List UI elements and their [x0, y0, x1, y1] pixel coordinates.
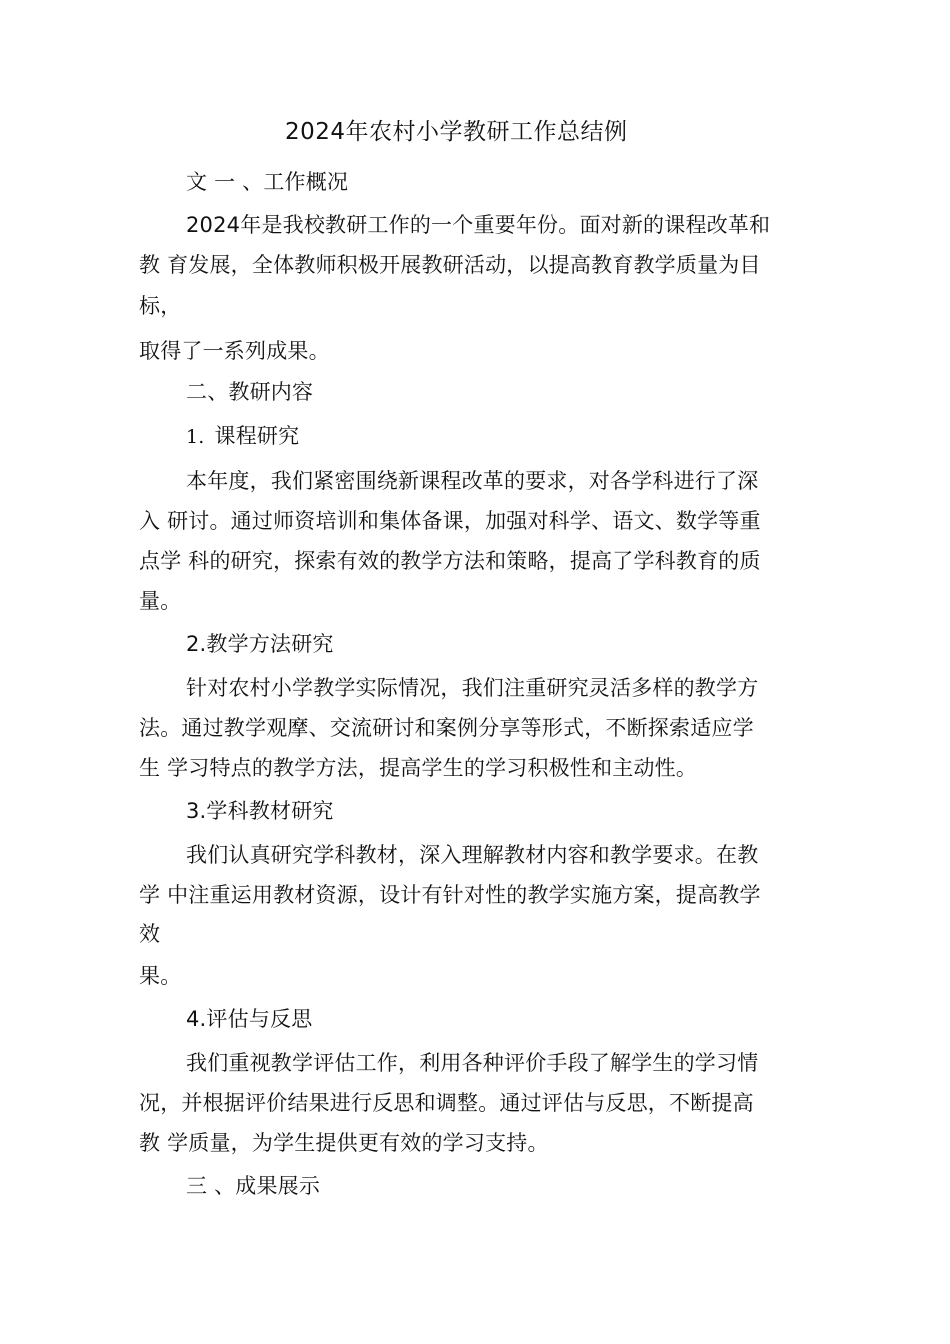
paragraph-line: 点学 科的研究，探索有效的教学方法和策略，提高了学科教育的质 — [139, 549, 761, 573]
subsection-number: 1. — [186, 426, 205, 448]
subsection-heading-methods: 2.教学方法研究 — [186, 632, 334, 656]
paragraph-line: 我们认真研究学科教材，深入理解教材内容和教学要求。在教 — [186, 843, 759, 867]
paragraph-line: 教 学质量，为学生提供更有效的学习支持。 — [139, 1131, 549, 1155]
paragraph-line: 果。 — [139, 964, 182, 988]
paragraph-line: 取得了一系列成果。 — [139, 339, 330, 363]
section-heading-overview: 文 一 、工作概况 — [186, 170, 349, 194]
subsection-heading-textbooks: 3.学科教材研究 — [186, 799, 334, 823]
paragraph-line: 入 研讨。通过师资培训和集体备课，加强对科学、语文、数学等重 — [139, 509, 761, 533]
paragraph-line: 标， — [139, 294, 182, 318]
paragraph-line: 效 — [139, 922, 161, 946]
paragraph-line: 2024年是我校教研工作的一个重要年份。面对新的课程改革和 — [186, 213, 771, 237]
subsection-heading-assessment: 4.评估与反思 — [186, 1007, 313, 1031]
paragraph-line: 教 育发展，全体教师积极开展教研活动，以提高教育教学质量为目 — [139, 253, 761, 277]
paragraph-line: 量。 — [139, 589, 182, 613]
subsection-heading-curriculum — [186, 422, 299, 451]
paragraph-line: 况，并根据评价结果进行反思和调整。通过评估与反思，不断提高 — [139, 1091, 754, 1115]
paragraph-line: 我们重视教学评估工作，利用各种评价手段了解学生的学习情 — [186, 1051, 759, 1075]
document-title: 2024年农村小学教研工作总结例 — [285, 119, 628, 145]
section-heading-content: 二、教研内容 — [186, 380, 314, 404]
paragraph-line: 本年度，我们紧密围绕新课程改革的要求，对各学科进行了深 — [186, 469, 759, 493]
subsection-title: 课程研究 — [214, 424, 300, 448]
paragraph-line: 针对农村小学教学实际情况，我们注重研究灵活多样的教学方 — [186, 676, 759, 700]
paragraph-line: 法。通过教学观摩、交流研讨和案例分享等形式，不断探索适应学 — [139, 716, 754, 740]
paragraph-line: 生 学习特点的教学方法，提高学生的学习积极性和主动性。 — [139, 756, 698, 780]
paragraph-line: 学 中注重运用教材资源，设计有针对性的教学实施方案，提高教学 — [139, 883, 761, 907]
section-heading-results: 三 、成果展示 — [186, 1174, 321, 1198]
